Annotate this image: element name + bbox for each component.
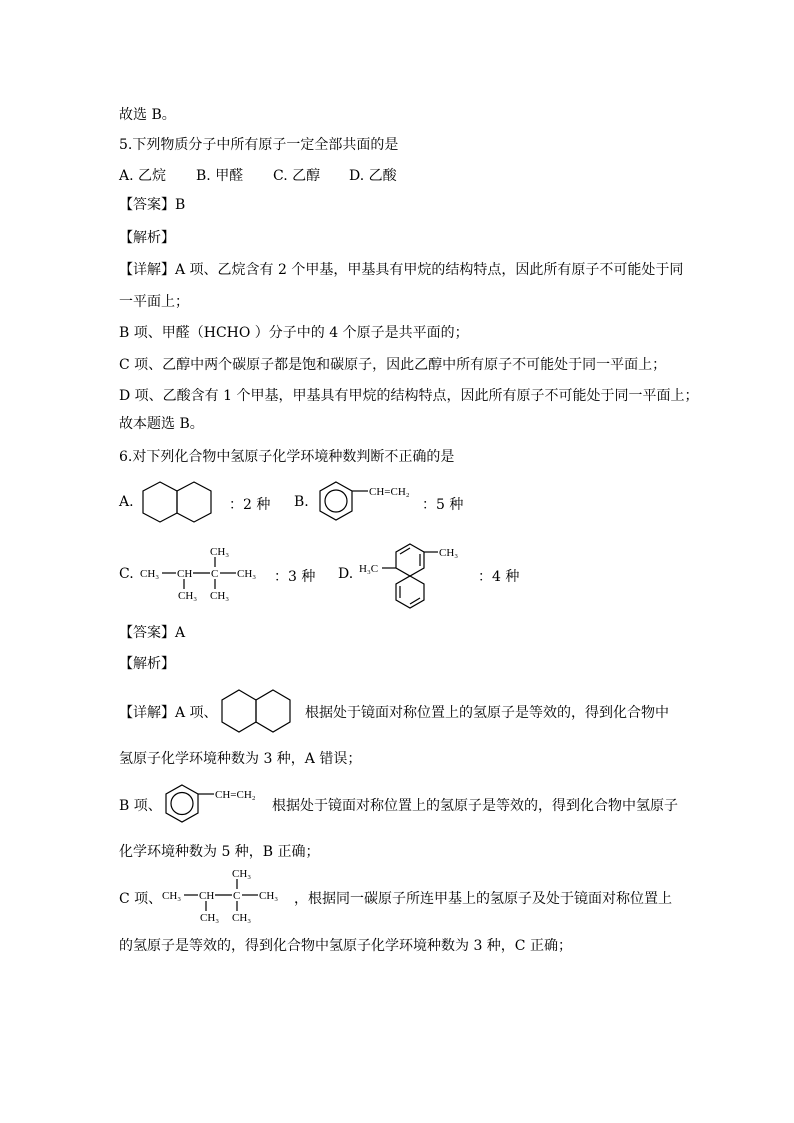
q6-option-a-value: ：2 种 (229, 497, 271, 513)
text-line: B 项、甲醛（HCHO ）分子中的 4 个原子是共平面的； (119, 325, 469, 341)
q6-option-c-label: C. (119, 566, 134, 582)
analysis-label: 【解析】 (119, 230, 175, 246)
q6-option-d-value: ：4 种 (478, 569, 520, 585)
option-c: C. 乙醇 (273, 168, 321, 184)
detail-a-text: 根据处于镜面对称位置上的氢原子是等效的，得到化合物中 (305, 705, 669, 721)
q6-option-c-value: ：3 种 (274, 569, 316, 585)
detail-c-prefix: C 项、 (119, 891, 163, 907)
q6-option-b-label: B. (294, 494, 309, 510)
ch3-group: CH₃ (232, 868, 252, 880)
option-d: D. 乙酸 (349, 168, 397, 184)
answer-label: 【答案】B (119, 197, 186, 213)
question-5: 5.下列物质分子中所有原子一定全部共面的是 (119, 137, 399, 153)
q6-option-b-value: ：5 种 (422, 497, 464, 513)
text-line: 一平面上； (119, 294, 189, 310)
c-atom: C (211, 568, 219, 580)
styrene-structure (164, 782, 268, 828)
analysis-label: 【解析】 (119, 656, 175, 672)
ch3-group: CH₃ (237, 568, 257, 580)
ch3-group: CH₃ (200, 912, 220, 924)
answer-label: 【答案】A (119, 625, 186, 641)
text-line: 的氢原子是等效的，得到化合物中氢原子化学环境种数为 3 种，C 正确； (119, 938, 572, 954)
option-a: A. 乙烷 (119, 168, 167, 184)
trimethylbutane-structure (162, 867, 292, 923)
ch-group: CH (199, 890, 215, 902)
text-line: 【详解】A 项、乙烷含有 2 个甲基，甲基具有甲烷的结构特点，因此所有原子不可能处于同 (119, 262, 684, 278)
text-line: 氢原子化学环境种数为 3 种，A 错误； (119, 751, 362, 767)
ch3-group: CH₃ (140, 568, 160, 580)
ch3-group: CH₃ (439, 547, 459, 559)
text-line: D 项、乙酸含有 1 个甲基，甲基具有甲烷的结构特点，因此所有原子不可能处于同一平面上； (119, 388, 699, 404)
detail-b-prefix: B 项、 (119, 798, 162, 814)
text-line: 故本题选 B。 (119, 416, 204, 432)
vinyl-group: CH=CH₂ (369, 486, 410, 498)
decalin-structure (142, 480, 214, 524)
ch3-group: CH₃ (232, 912, 252, 924)
c-atom: C (233, 890, 241, 902)
text-line: C 项、乙醇中两个碳原子都是饱和碳原子，因此乙醇中所有原子不可能处于同一平面上； (119, 357, 667, 373)
option-b: B. 甲醛 (196, 168, 244, 184)
ch3-group: CH₃ (210, 590, 230, 602)
q6-option-d-label: D. (338, 566, 354, 582)
detail-a-prefix: 【详解】A 项、 (119, 705, 218, 721)
text-line: 故选 B。 (119, 107, 176, 123)
ch3-group: CH₃ (259, 890, 279, 902)
ch3-group: CH₃ (178, 590, 198, 602)
ch3-group: CH₃ (210, 546, 230, 558)
styrene-structure (318, 478, 418, 526)
h3c-group: H₃C (359, 563, 379, 575)
ch3-group: CH₃ (162, 890, 182, 902)
vinyl-group: CH=CH₂ (215, 789, 256, 801)
dimethylnaphthalene-structure (358, 540, 470, 612)
ch-group: CH (177, 568, 193, 580)
trimethylbutane-structure (140, 545, 270, 601)
text-line: 化学环境种数为 5 种，B 正确； (119, 844, 320, 860)
q6-option-a-label: A. (119, 494, 134, 510)
decalin-structure (220, 688, 294, 734)
detail-b-text: 根据处于镜面对称位置上的氢原子是等效的，得到化合物中氢原子 (272, 798, 678, 814)
question-6: 6.对下列化合物中氢原子化学环境种数判断不正确的是 (119, 449, 455, 465)
detail-c-text: ，根据同一碳原子所连甲基上的氢原子及处于镜面对称位置上 (294, 891, 672, 907)
